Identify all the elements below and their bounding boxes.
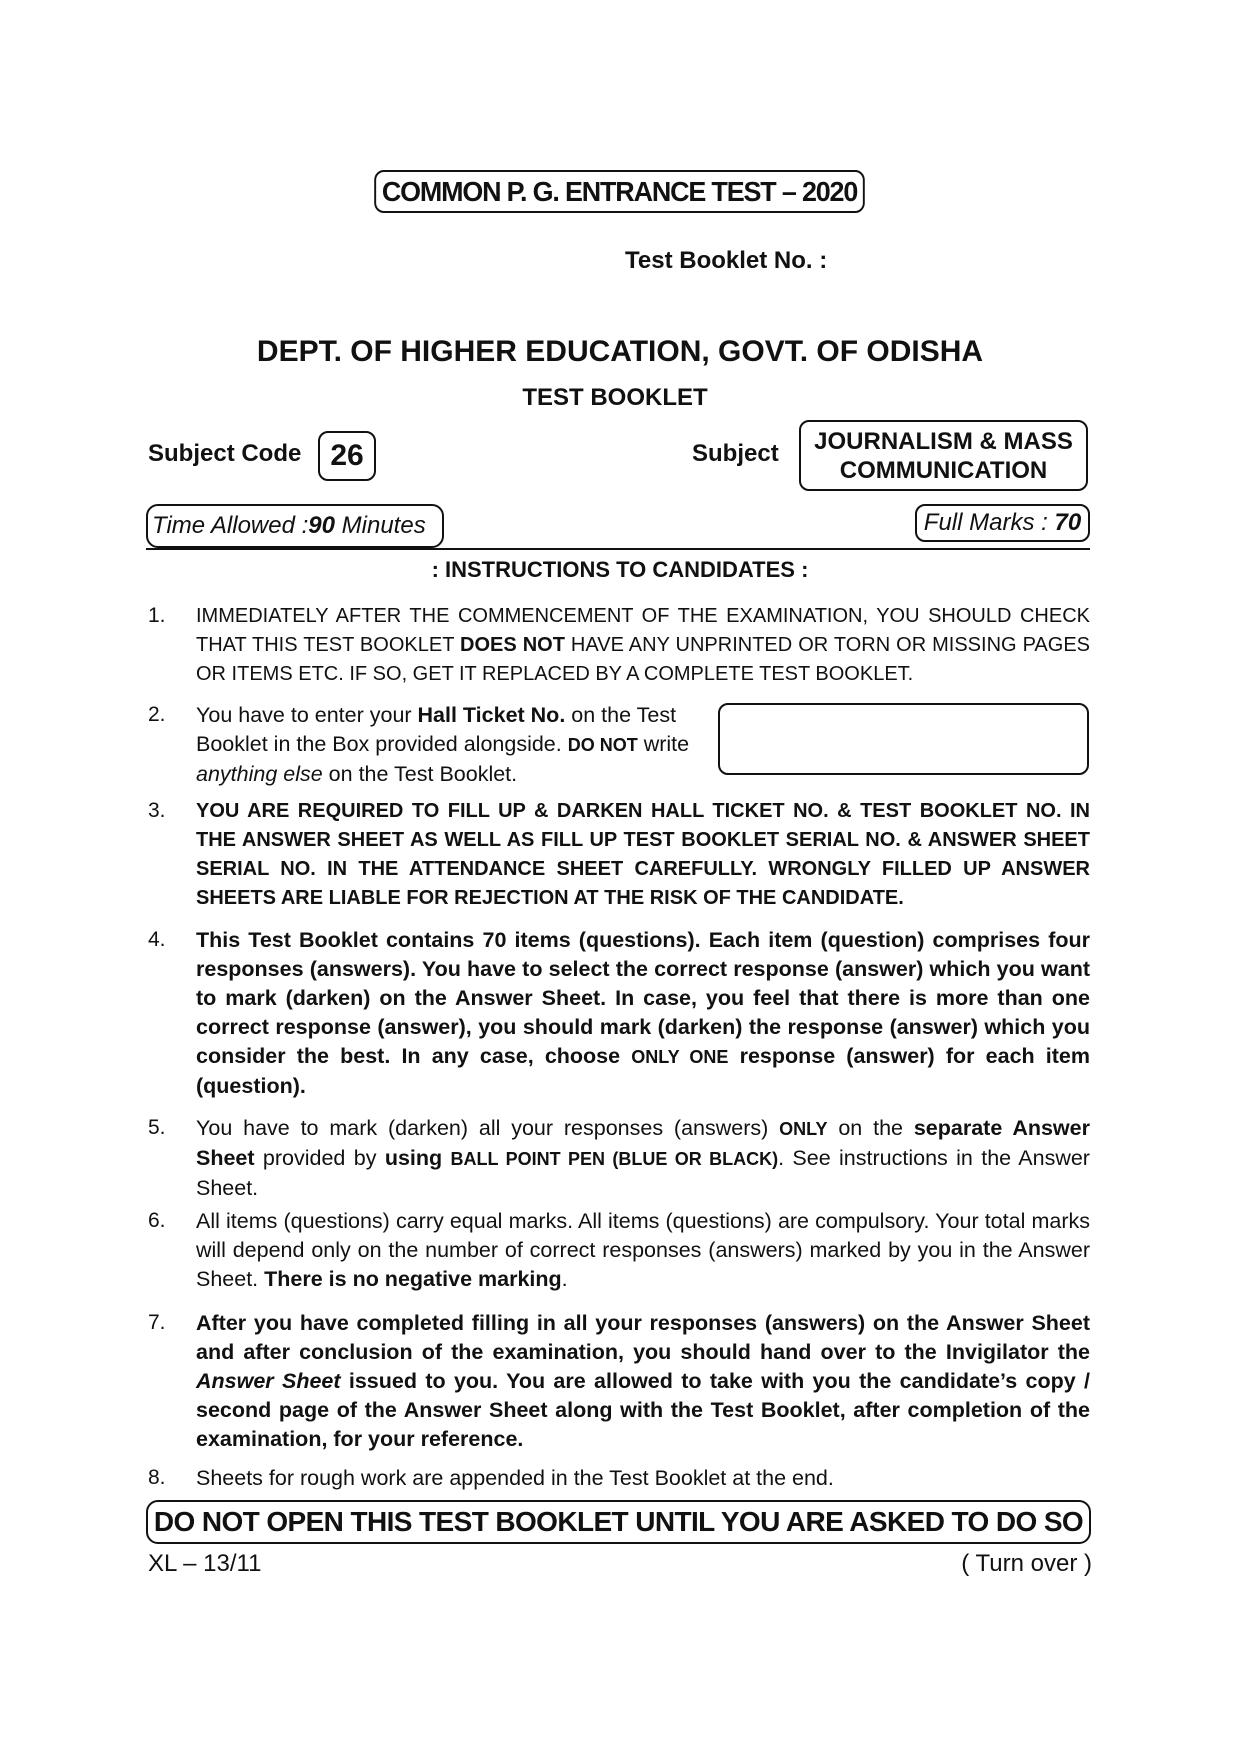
full-marks-value: 70 [1054, 509, 1082, 536]
full-marks-box [915, 504, 1090, 542]
do-not-open-text: DO NOT OPEN THIS TEST BOOKLET UNTIL YOU ARE ASKED TO DO SO [153, 1506, 1084, 1537]
department-heading: DEPT. OF HIGHER EDUCATION, GOVT. OF ODISHA [256, 335, 984, 368]
item-number: 3. [148, 799, 166, 822]
test-booklet-heading: TEST BOOKLET [522, 384, 708, 411]
instructions-title: : INSTRUCTIONS TO CANDIDATES : [431, 557, 809, 582]
item-5-text [442, 1146, 450, 1170]
full-marks-label: Full Marks : [923, 509, 1055, 536]
item-2-text: on the Test Booklet in the Box provided alongside. [196, 703, 677, 756]
item-number: 1. [148, 604, 166, 627]
item-5-emphasis: separate Answer Sheet [196, 1116, 1090, 1170]
item-4-emphasis: ONLY ONE [631, 1047, 729, 1067]
item-7-italic: Answer Sheet [196, 1369, 341, 1393]
item-1-text: HAVE ANY UNPRINTED OR TORN OR MISSING PAGES OR ITEMS ETC. IF SO, GET IT REPLACED BY A COMPLETE TEST BOOKLET. [196, 634, 1091, 685]
booklet-code: XL – 13/11 [148, 1550, 262, 1577]
item-number: 5. [148, 1116, 166, 1139]
item-5-text: . See instructions in the Answer Sheet. [196, 1146, 1090, 1200]
subject-code-value: 26 [330, 439, 364, 472]
item-6-emphasis: There is no negative marking [264, 1267, 562, 1291]
item-1-emphasis: DOES NOT [460, 634, 565, 656]
item-6-text: All items (questions) carry equal marks. All items (questions) are compulsory. Your total marks will depend only on the number of correct responses (answers) marked by you in the Answer Sheet. [196, 1209, 1090, 1291]
time-allowed-box [146, 504, 444, 548]
instruction-item-5 [196, 1114, 1090, 1203]
item-number: 7. [148, 1311, 166, 1334]
instruction-item-7 [196, 1309, 1090, 1454]
item-5-emphasis: BALL POINT PEN (BLUE OR BLACK) [450, 1149, 779, 1169]
item-5-text: You have to mark (darken) all your responses (answers) [196, 1116, 780, 1140]
item-2-text: write [637, 732, 690, 756]
item-2-emphasis: Hall Ticket No. [417, 703, 566, 727]
subject-name-line-2: COMMUNICATION [839, 456, 1048, 484]
item-number: 2. [148, 703, 166, 726]
subject-name-box [799, 420, 1088, 491]
item-7-text: After you have completed filling in all your responses (answers) on the Answer Sheet and after conclusion of the examination, you should hand over to the Invigilator the [196, 1311, 1090, 1364]
item-7-text: issued to you. You are allowed to take with you the candidate’s copy / second page of the Answer Sheet along with the Test Booklet, after completion of the examination, for your reference. [196, 1369, 1090, 1451]
item-5-emphasis: using [384, 1146, 443, 1170]
item-5-emphasis: ONLY [779, 1119, 828, 1139]
item-2-text: You have to enter your [196, 703, 418, 727]
instruction-item-8: Sheets for rough work are appended in the Test Booklet at the end. [196, 1466, 834, 1490]
instruction-item-1 [196, 602, 1090, 689]
item-2-emphasis: DO NOT [567, 735, 638, 755]
time-allowed-unit: Minutes [334, 512, 426, 539]
instruction-item-6 [196, 1207, 1090, 1294]
time-allowed-value: 90 [308, 512, 335, 539]
item-5-text: provided by [254, 1146, 385, 1170]
do-not-open-warning [146, 1500, 1091, 1544]
subject-label: Subject [692, 440, 779, 467]
item-number: 6. [148, 1209, 166, 1232]
instruction-item-4 [196, 926, 1090, 1101]
exam-title [374, 170, 865, 213]
turn-over-note: ( Turn over ) [961, 1550, 1092, 1577]
booklet-number-label: Test Booklet No. : [625, 247, 828, 274]
item-5-text: on the [827, 1116, 914, 1140]
item-4-text: response (answer) for each item (question). [196, 1044, 1091, 1098]
item-4-text: This Test Booklet contains 70 items (questions). Each item (question) comprises four responses (answers). You have to select the correct response (answer) which you want to mark (darken) on the Answer Sheet. In case, you feel that there is more than one correct response (answer), you should mark (darken) the response (answer) which you consider the best. In any case, choose [196, 928, 1090, 1068]
item-2-italic: anything else [196, 762, 323, 786]
time-allowed-label: Time Allowed : [152, 512, 309, 539]
instruction-item-2 [196, 701, 716, 789]
item-2-text: on the Test Booklet. [322, 762, 518, 786]
subject-name-line-1: JOURNALISM & MASS [814, 427, 1073, 455]
divider [146, 548, 1090, 550]
item-number: 4. [148, 928, 166, 951]
subject-code-label: Subject Code [148, 440, 302, 467]
item-6-text: . [561, 1267, 568, 1291]
exam-title-text: COMMON P. G. ENTRANCE TEST – 2020 [381, 175, 858, 207]
item-1-text: IMMEDIATELY AFTER THE COMMENCEMENT OF THE EXAMINATION, YOU SHOULD CHECK THAT THIS TEST BOOKLET [196, 605, 1090, 656]
hall-ticket-entry-box[interactable] [718, 703, 1089, 775]
subject-code-box [318, 431, 376, 481]
instruction-item-3: YOU ARE REQUIRED TO FILL UP & DARKEN HALL TICKET NO. & TEST BOOKLET NO. IN THE ANSWER SHEET AS WELL AS FILL UP TEST BOOKLET SERIAL NO. & ANSWER SHEET SERIAL NO. IN THE ATTENDANCE SHEET CAREFULLY. WRONGLY FILLED UP ANSWER SHEETS ARE LIABLE FOR REJECTION AT THE RISK OF THE CANDIDATE. [196, 800, 1090, 909]
item-number: 8. [148, 1466, 166, 1489]
